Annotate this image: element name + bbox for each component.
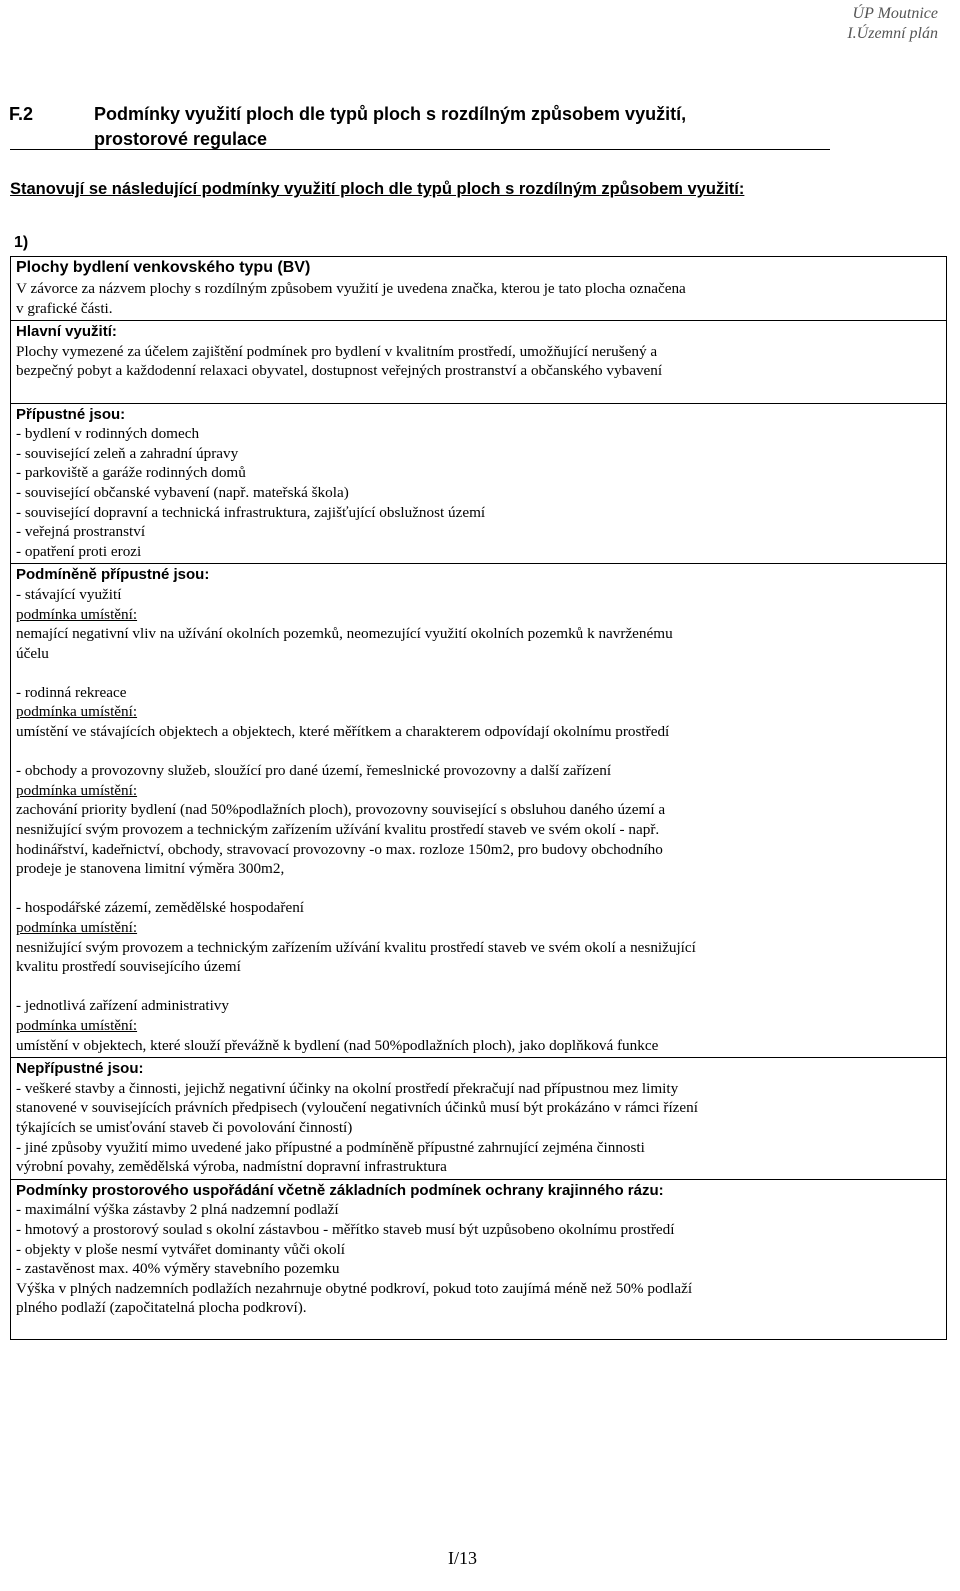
spacer xyxy=(16,879,941,899)
not-permitted-line: týkajících se umisťování staveb či povolování činností) xyxy=(16,1118,353,1136)
spatial-cell xyxy=(11,1179,947,1340)
condition-text-line: hodinářství, kadeřnictví, obchody, stravovací provozovny -o max. rozloze 150m2, pro budovy obchodního xyxy=(16,840,663,858)
condition-text-line: prodeje je stanovena limitní výměra 300m2, xyxy=(16,860,285,878)
spatial-line: plného podlaží (započitatelná plocha podkroví). xyxy=(16,1299,307,1317)
not-permitted-label: Nepřípustné jsou: xyxy=(16,1060,144,1078)
spatial-line: - zastavěnost max. 40% výměry stavebního pozemku xyxy=(16,1260,340,1278)
conditional-item-name: - jednotlivá zařízení administrativy xyxy=(16,997,229,1015)
zone-conditions-table xyxy=(10,256,947,1340)
condition-label: podmínka umístění: xyxy=(16,703,138,721)
conditional-row xyxy=(11,564,947,1058)
main-use-label: Hlavní využití: xyxy=(16,323,117,341)
main-use-line1: Plochy vymezené za účelem zajištění podmínek pro bydlení v kvalitním prostředí, umožňující nerušený a xyxy=(16,342,658,360)
spacer xyxy=(16,381,941,401)
condition-label: podmínka umístění: xyxy=(16,919,138,936)
conditional-cell xyxy=(11,564,947,1058)
permitted-cell xyxy=(11,403,947,564)
conditional-item-name: - stávající využití xyxy=(16,585,122,603)
spacer xyxy=(16,977,941,997)
page-number: I/13 xyxy=(448,1548,477,1568)
header-document-part: I.Územní plán xyxy=(847,25,938,42)
zone-header-cell xyxy=(11,257,947,321)
permitted-item: - související občanské vybavení (např. mateřská škola) xyxy=(16,483,349,501)
main-use-cell xyxy=(11,321,947,403)
zone-note-line2: v grafické části. xyxy=(16,299,113,317)
permitted-item: - bydlení v rodinných domech xyxy=(16,425,200,443)
not-permitted-row xyxy=(11,1058,947,1180)
zone-title: Plochy bydlení venkovského typu (BV) xyxy=(16,259,311,276)
conditional-label: Podmíněně přípustné jsou: xyxy=(16,566,210,584)
section-heading-rule xyxy=(10,149,830,150)
condition-label: podmínka umístění: xyxy=(16,1016,138,1034)
spacer xyxy=(16,663,941,683)
condition-text-line: nesnižující svým provozem a technickým zařízením užívání kvalitu prostředí staveb ve svém okolí a nesnižující xyxy=(16,938,696,956)
spatial-label: Podmínky prostorového uspořádání včetně základních podmínek ochrany krajinného rázu: xyxy=(16,1181,664,1199)
spatial-line: - objekty v ploše nesmí vytvářet dominanty vůči okolí xyxy=(16,1240,346,1258)
not-permitted-cell xyxy=(11,1058,947,1180)
section-title-line1: Podmínky využití ploch dle typů ploch s rozdílným způsobem využití, xyxy=(94,104,687,124)
not-permitted-line: stanovené v souvisejících právních předpisech (vyloučení negativních účinků musí být prokázáno v rámci řízení xyxy=(16,1099,698,1117)
permitted-item: - veřejná prostranství xyxy=(16,523,146,541)
zone-header-row xyxy=(11,257,947,321)
condition-text-line: nemající negativní vliv na užívání okolních pozemků, neomezující využití okolních pozemků k navrženému xyxy=(16,625,673,643)
conditional-item-name: - hospodářské zázemí, zemědělské hospodaření xyxy=(16,899,305,917)
permitted-item: - související zeleň a zahradní úpravy xyxy=(16,444,239,462)
section-title-line2: prostorové regulace xyxy=(94,129,268,149)
not-permitted-line: - jiné způsoby využití mimo uvedené jako přípustné a podmíněně přípustné zahrnující zejména činnosti xyxy=(16,1138,645,1156)
condition-text-line: zachování priority bydlení (nad 50%podlažních ploch), provozovny související s obsluhou daného území a xyxy=(16,801,666,819)
condition-label: podmínka umístění: xyxy=(16,605,138,623)
condition-label: podmínka umístění: xyxy=(16,781,138,799)
conditional-item-name: - rodinná rekreace xyxy=(16,683,127,701)
spatial-line: - maximální výška zástavby 2 plná nadzemní podlaží xyxy=(16,1201,339,1219)
not-permitted-line: výrobní povahy, zemědělská výroba, nadmístní dopravní infrastruktura xyxy=(16,1158,447,1176)
condition-text-line: umístění v objektech, které slouží převážně k bydlení (nad 50%podlažních ploch), jako doplňková funkce xyxy=(16,1036,659,1054)
header-project-name: ÚP Moutnice xyxy=(852,5,938,22)
main-use-row xyxy=(11,321,947,403)
condition-text-line: umístění ve stávajících objektech a objektech, které měřítkem a charakterem odpovídají okolnímu prostředí xyxy=(16,723,670,741)
intro-statement: Stanovují se následující podmínky využití ploch dle typů ploch s rozdílným způsobem využití: xyxy=(10,180,745,198)
item-number: 1) xyxy=(14,234,29,251)
spatial-row xyxy=(11,1179,947,1340)
spacer xyxy=(16,742,941,762)
condition-text-line: účelu xyxy=(16,644,49,662)
main-use-line2: bezpečný pobyt a každodenní relaxaci obyvatel, dostupnost veřejných prostranství a občanského vybavení xyxy=(16,362,663,380)
condition-text-line: kvalitu prostředí souvisejícího území xyxy=(16,958,241,976)
not-permitted-line: - veškeré stavby a činnosti, jejichž negativní účinky na okolní prostředí překračují nad přípustnou mez limity xyxy=(16,1079,679,1097)
condition-text-line: nesnižující svým provozem a technickým zařízením užívání kvalitu prostředí staveb ve svém okolí - např. xyxy=(16,821,660,839)
spatial-line: - hmotový a prostorový soulad s okolní zástavbou - měřítko staveb musí být uzpůsobeno okolnímu prostředí xyxy=(16,1220,675,1238)
spatial-line: Výška v plných nadzemních podlažích nezahrnuje obytné podkroví, pokud toto zaujímá méně než 50% podlaží xyxy=(16,1279,693,1297)
permitted-item: - parkoviště a garáže rodinných domů xyxy=(16,464,246,482)
zone-note-line1: V závorce za názvem plochy s rozdílným způsobem využití je uvedena značka, kterou je tato plocha označena xyxy=(16,280,686,297)
permitted-item: - související dopravní a technická infrastruktura, zajišťující obslužnost území xyxy=(16,503,486,521)
permitted-label: Přípustné jsou: xyxy=(16,405,126,423)
section-number: F.2 xyxy=(9,104,34,124)
permitted-item: - opatření proti erozi xyxy=(16,542,142,560)
conditional-item-name: - obchody a provozovny služeb, sloužící pro dané území, řemeslnické provozovny a další zařízení xyxy=(16,762,612,780)
permitted-row xyxy=(11,403,947,564)
page-header xyxy=(847,4,938,44)
spacer xyxy=(16,1318,941,1338)
